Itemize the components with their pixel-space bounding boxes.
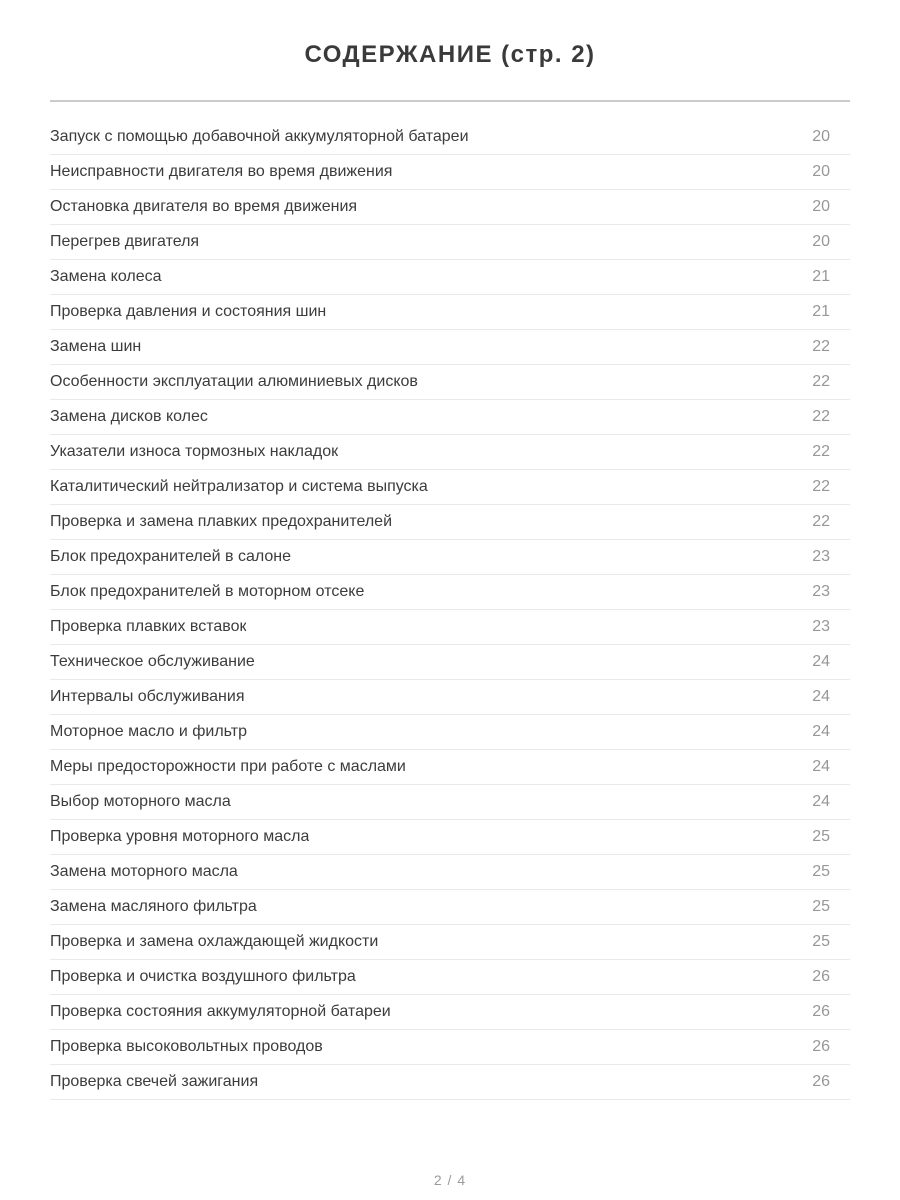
- toc-entry[interactable]: [50, 330, 850, 365]
- toc-entry[interactable]: [50, 610, 850, 645]
- toc-entry[interactable]: [50, 645, 850, 680]
- toc-entry-page-number: 20: [812, 128, 830, 145]
- toc-entry-title: Замена масляного фильтра: [50, 898, 257, 915]
- toc-entry[interactable]: [50, 435, 850, 470]
- toc-entry[interactable]: [50, 960, 850, 995]
- toc-entry[interactable]: [50, 225, 850, 260]
- toc-entry-page-number: 26: [812, 1038, 830, 1055]
- toc-entry-page-number: 25: [812, 898, 830, 915]
- toc-entry[interactable]: [50, 120, 850, 155]
- toc-entry-title: Выбор моторного масла: [50, 793, 231, 810]
- toc-entry-page-number: 24: [812, 688, 830, 705]
- toc-entry-title: Замена дисков колес: [50, 408, 208, 425]
- toc-entry-title: Запуск с помощью добавочной аккумуляторной батареи: [50, 128, 469, 145]
- toc-entry-title: Каталитический нейтрализатор и система выпуска: [50, 478, 428, 495]
- toc-entry[interactable]: [50, 155, 850, 190]
- toc-entry-page-number: 23: [812, 548, 830, 565]
- toc-entry-page-number: 22: [812, 513, 830, 530]
- toc-entry-page-number: 22: [812, 408, 830, 425]
- page-indicator: 2 / 4: [433, 1172, 467, 1188]
- toc-entry-page-number: 20: [812, 163, 830, 180]
- toc-entry[interactable]: [50, 505, 850, 540]
- toc-entry-page-number: 21: [812, 268, 830, 285]
- toc-entry-page-number: 23: [812, 583, 830, 600]
- toc-entry-title: Замена моторного масла: [50, 863, 238, 880]
- toc-entry[interactable]: [50, 785, 850, 820]
- toc-entry[interactable]: [50, 750, 850, 785]
- toc-entry[interactable]: [50, 680, 850, 715]
- toc-entry-title: Особенности эксплуатации алюминиевых дисков: [50, 373, 418, 390]
- toc-entry[interactable]: [50, 925, 850, 960]
- toc-entry[interactable]: [50, 260, 850, 295]
- toc-entry-title: Проверка давления и состояния шин: [50, 303, 327, 320]
- toc-entry-page-number: 22: [812, 478, 830, 495]
- header-divider: [50, 100, 850, 102]
- toc-entry-page-number: 25: [812, 828, 830, 845]
- toc-entry-title: Блок предохранителей в моторном отсеке: [50, 583, 365, 600]
- toc-entry-title: Проверка высоковольтных проводов: [50, 1038, 323, 1055]
- toc-entry-title: Меры предосторожности при работе с маслами: [50, 758, 406, 775]
- toc-list: [50, 120, 850, 1100]
- toc-entry-title: Техническое обслуживание: [50, 653, 255, 670]
- toc-entry[interactable]: [50, 190, 850, 225]
- toc-entry-title: Замена колеса: [50, 268, 162, 285]
- toc-entry-title: Проверка плавких вставок: [50, 618, 247, 635]
- toc-entry-title: Неисправности двигателя во время движения: [50, 163, 393, 180]
- page-title: СОДЕРЖАНИЕ (стр. 2): [304, 41, 596, 68]
- toc-entry-title: Проверка уровня моторного масла: [50, 828, 310, 845]
- toc-entry-title: Проверка свечей зажигания: [50, 1073, 259, 1090]
- toc-entry[interactable]: [50, 995, 850, 1030]
- toc-entry[interactable]: [50, 1030, 850, 1065]
- toc-entry[interactable]: [50, 715, 850, 750]
- toc-entry[interactable]: [50, 295, 850, 330]
- toc-entry[interactable]: [50, 1065, 850, 1100]
- toc-entry-title: Блок предохранителей в салоне: [50, 548, 292, 565]
- toc-entry-page-number: 24: [812, 758, 830, 775]
- toc-entry-page-number: 21: [812, 303, 830, 320]
- toc-entry-page-number: 24: [812, 653, 830, 670]
- toc-entry-title: Интервалы обслуживания: [50, 688, 245, 705]
- toc-entry-title: Проверка и замена охлаждающей жидкости: [50, 933, 379, 950]
- toc-entry[interactable]: [50, 890, 850, 925]
- toc-entry[interactable]: [50, 365, 850, 400]
- toc-entry-page-number: 26: [812, 1003, 830, 1020]
- toc-entry-title: Перегрев двигателя: [50, 233, 200, 250]
- toc-entry-page-number: 20: [812, 198, 830, 215]
- toc-entry-page-number: 24: [812, 723, 830, 740]
- toc-entry-title: Замена шин: [50, 338, 142, 355]
- toc-entry[interactable]: [50, 820, 850, 855]
- toc-entry-page-number: 25: [812, 863, 830, 880]
- toc-entry[interactable]: [50, 400, 850, 435]
- toc-entry-page-number: 25: [812, 933, 830, 950]
- toc-entry-page-number: 23: [812, 618, 830, 635]
- toc-entry-page-number: 22: [812, 338, 830, 355]
- toc-entry-title: Проверка и замена плавких предохранителей: [50, 513, 393, 530]
- toc-entry-page-number: 26: [812, 1073, 830, 1090]
- toc-entry-page-number: 26: [812, 968, 830, 985]
- toc-entry-title: Проверка состояния аккумуляторной батареи: [50, 1003, 391, 1020]
- toc-entry[interactable]: [50, 540, 850, 575]
- toc-entry-title: Указатели износа тормозных накладок: [50, 443, 339, 460]
- toc-entry[interactable]: [50, 855, 850, 890]
- toc-entry-page-number: 22: [812, 373, 830, 390]
- toc-entry[interactable]: [50, 575, 850, 610]
- toc-entry-title: Проверка и очистка воздушного фильтра: [50, 968, 356, 985]
- toc-entry-page-number: 20: [812, 233, 830, 250]
- toc-entry-title: Остановка двигателя во время движения: [50, 198, 358, 215]
- toc-entry[interactable]: [50, 470, 850, 505]
- toc-entry-title: Моторное масло и фильтр: [50, 723, 247, 740]
- toc-entry-page-number: 22: [812, 443, 830, 460]
- toc-entry-page-number: 24: [812, 793, 830, 810]
